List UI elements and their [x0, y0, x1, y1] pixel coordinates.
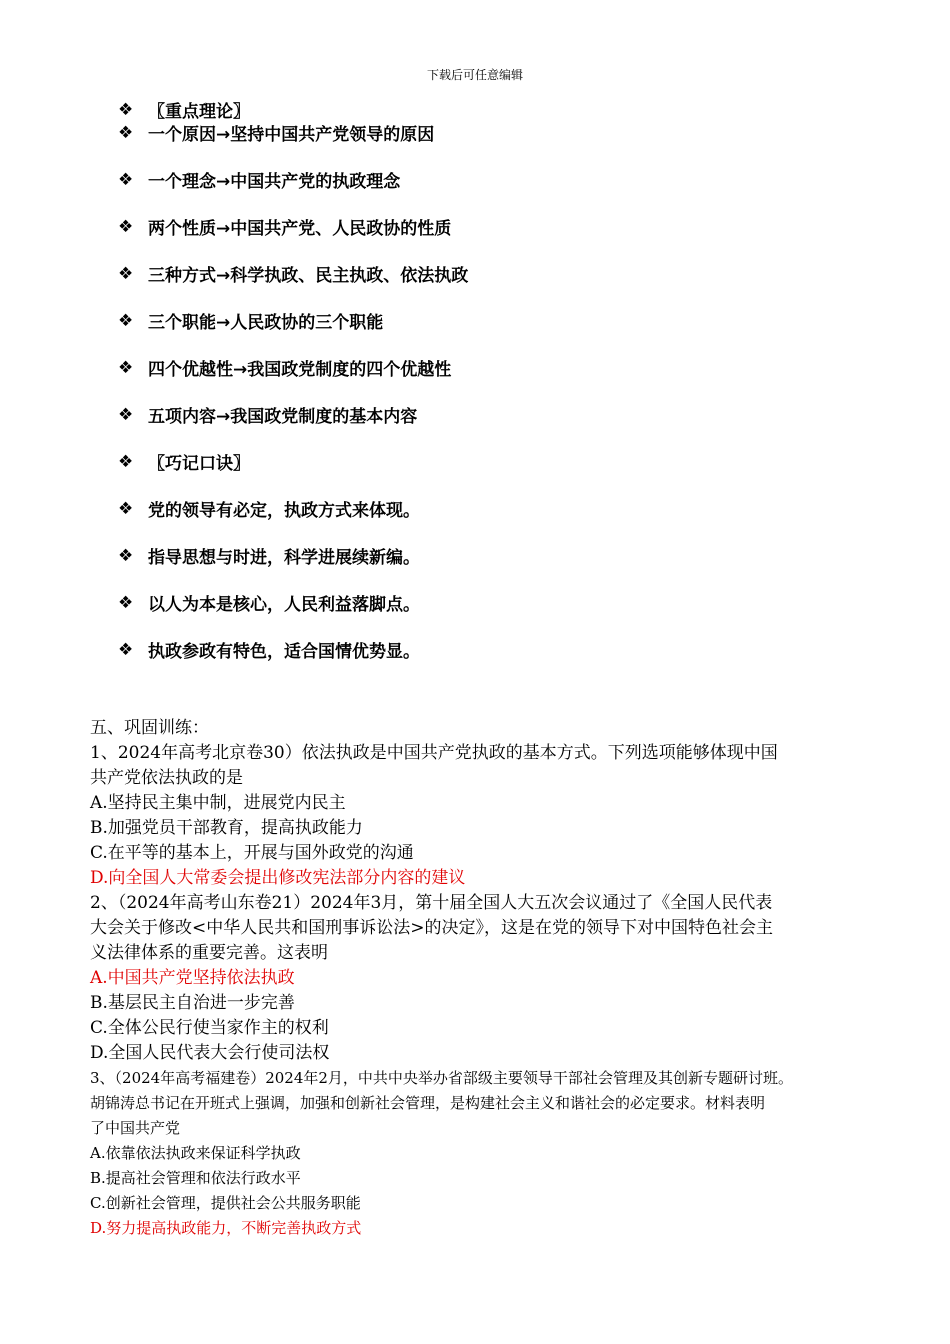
question-1-option-a: A.坚持民主集中制，进展党内民主 — [90, 793, 346, 813]
question-2-answer-a: A.中国共产党坚持依法执政 — [90, 968, 295, 988]
page-header: 下载后可任意编辑 — [426, 68, 523, 82]
bullet-item — [118, 497, 898, 520]
bullet-item — [118, 544, 898, 567]
diamond-bullet-icon: ❖ — [118, 451, 134, 472]
question-2-option-b: B.基层民主自治进一步完善 — [90, 993, 295, 1013]
bullet-item — [118, 356, 898, 379]
question-3-option-b: B.提高社会管理和依法行政水平 — [90, 1169, 301, 1187]
key-points-list — [118, 98, 898, 661]
bullet-text: 党的领导有必定，执政方式来体现。 — [148, 501, 420, 521]
question-1-stem: 共产党依法执政的是 — [90, 768, 243, 788]
question-2-stem: 大会关于修改<中华人民共和国刑事诉讼法>的决定》，这是在党的领导下对中国特色社会主 — [90, 918, 773, 938]
diamond-bullet-icon: ❖ — [118, 99, 134, 120]
question-3-answer-d: D.努力提高执政能力，不断完善执政方式 — [90, 1219, 362, 1237]
bullet-text: 指导思想与时进，科学进展续新编。 — [148, 548, 420, 568]
diamond-bullet-icon: ❖ — [118, 169, 134, 190]
question-3-stem: 了中国共产党 — [90, 1119, 181, 1137]
bullet-text: 一个原因→坚持中国共产党领导的原因 — [148, 125, 435, 145]
bullet-item — [118, 638, 898, 661]
bullet-item — [118, 98, 898, 121]
question-2-stem: 2、（2024年高考山东卷21）2024年3月，第十届全国人大五次会议通过了《全国人民代表 — [90, 893, 773, 913]
question-2-option-d: D.全国人民代表大会行使司法权 — [90, 1043, 330, 1063]
bullet-item — [118, 215, 898, 238]
bullet-text: 四个优越性→我国政党制度的四个优越性 — [148, 360, 452, 380]
question-3-stem: 3、（2024年高考福建卷）2024年2月，中共中央举办省部级主要领导干部社会管理及其创新专题研讨班。 — [90, 1069, 793, 1087]
bullet-text: 五项内容→我国政党制度的基本内容 — [148, 407, 418, 427]
bullet-item — [118, 591, 898, 614]
bullet-item — [118, 403, 898, 426]
bullet-item — [118, 309, 898, 332]
diamond-bullet-icon: ❖ — [118, 216, 134, 237]
diamond-bullet-icon: ❖ — [118, 498, 134, 519]
bullet-text: 两个性质→中国共产党、人民政协的性质 — [148, 219, 452, 239]
question-1-stem: 1、2024年高考北京卷30）依法执政是中国共产党执政的基本方式。下列选项能够体现中国 — [90, 743, 778, 763]
question-1-option-b: B.加强党员干部教育，提高执政能力 — [90, 818, 363, 838]
diamond-bullet-icon: ❖ — [118, 310, 134, 331]
bullet-item — [118, 450, 898, 473]
bullet-item — [118, 121, 898, 144]
question-1-answer-d: D.向全国人大常委会提出修改宪法部分内容的建议 — [90, 868, 466, 888]
diamond-bullet-icon: ❖ — [118, 404, 134, 425]
diamond-bullet-icon: ❖ — [118, 263, 134, 284]
diamond-bullet-icon: ❖ — [118, 122, 134, 143]
bullet-text: 〖重点理论〗 — [148, 102, 250, 122]
bullet-text: 以人为本是核心，人民利益落脚点。 — [148, 595, 420, 615]
question-3-stem: 胡锦涛总书记在开班式上强调，加强和创新社会管理，是构建社会主义和谐社会的必定要求。材料表明 — [90, 1094, 766, 1112]
diamond-bullet-icon: ❖ — [118, 639, 134, 660]
bullet-text: 一个理念→中国共产党的执政理念 — [148, 172, 401, 192]
bullet-text: 三种方式→科学执政、民主执政、依法执政 — [148, 266, 469, 286]
bullet-text: 〖巧记口诀〗 — [148, 454, 250, 474]
diamond-bullet-icon: ❖ — [118, 545, 134, 566]
bullet-text: 三个职能→人民政协的三个职能 — [148, 313, 384, 333]
question-2-option-c: C.全体公民行使当家作主的权利 — [90, 1018, 329, 1038]
section-title: 五、巩固训练： — [90, 718, 209, 738]
question-3-option-c: C.创新社会管理，提供社会公共服务职能 — [90, 1194, 361, 1212]
bullet-text: 执政参政有特色，适合国情优势显。 — [148, 642, 420, 662]
bullet-item — [118, 262, 898, 285]
diamond-bullet-icon: ❖ — [118, 357, 134, 378]
diamond-bullet-icon: ❖ — [118, 592, 134, 613]
bullet-item — [118, 168, 898, 191]
exercise-section — [90, 716, 880, 1241]
question-1-option-c: C.在平等的基本上，开展与国外政党的沟通 — [90, 843, 414, 863]
question-2-stem: 义法律体系的重要完善。这表明 — [90, 943, 328, 963]
question-3-option-a: A.依靠依法执政来保证科学执政 — [90, 1144, 301, 1162]
